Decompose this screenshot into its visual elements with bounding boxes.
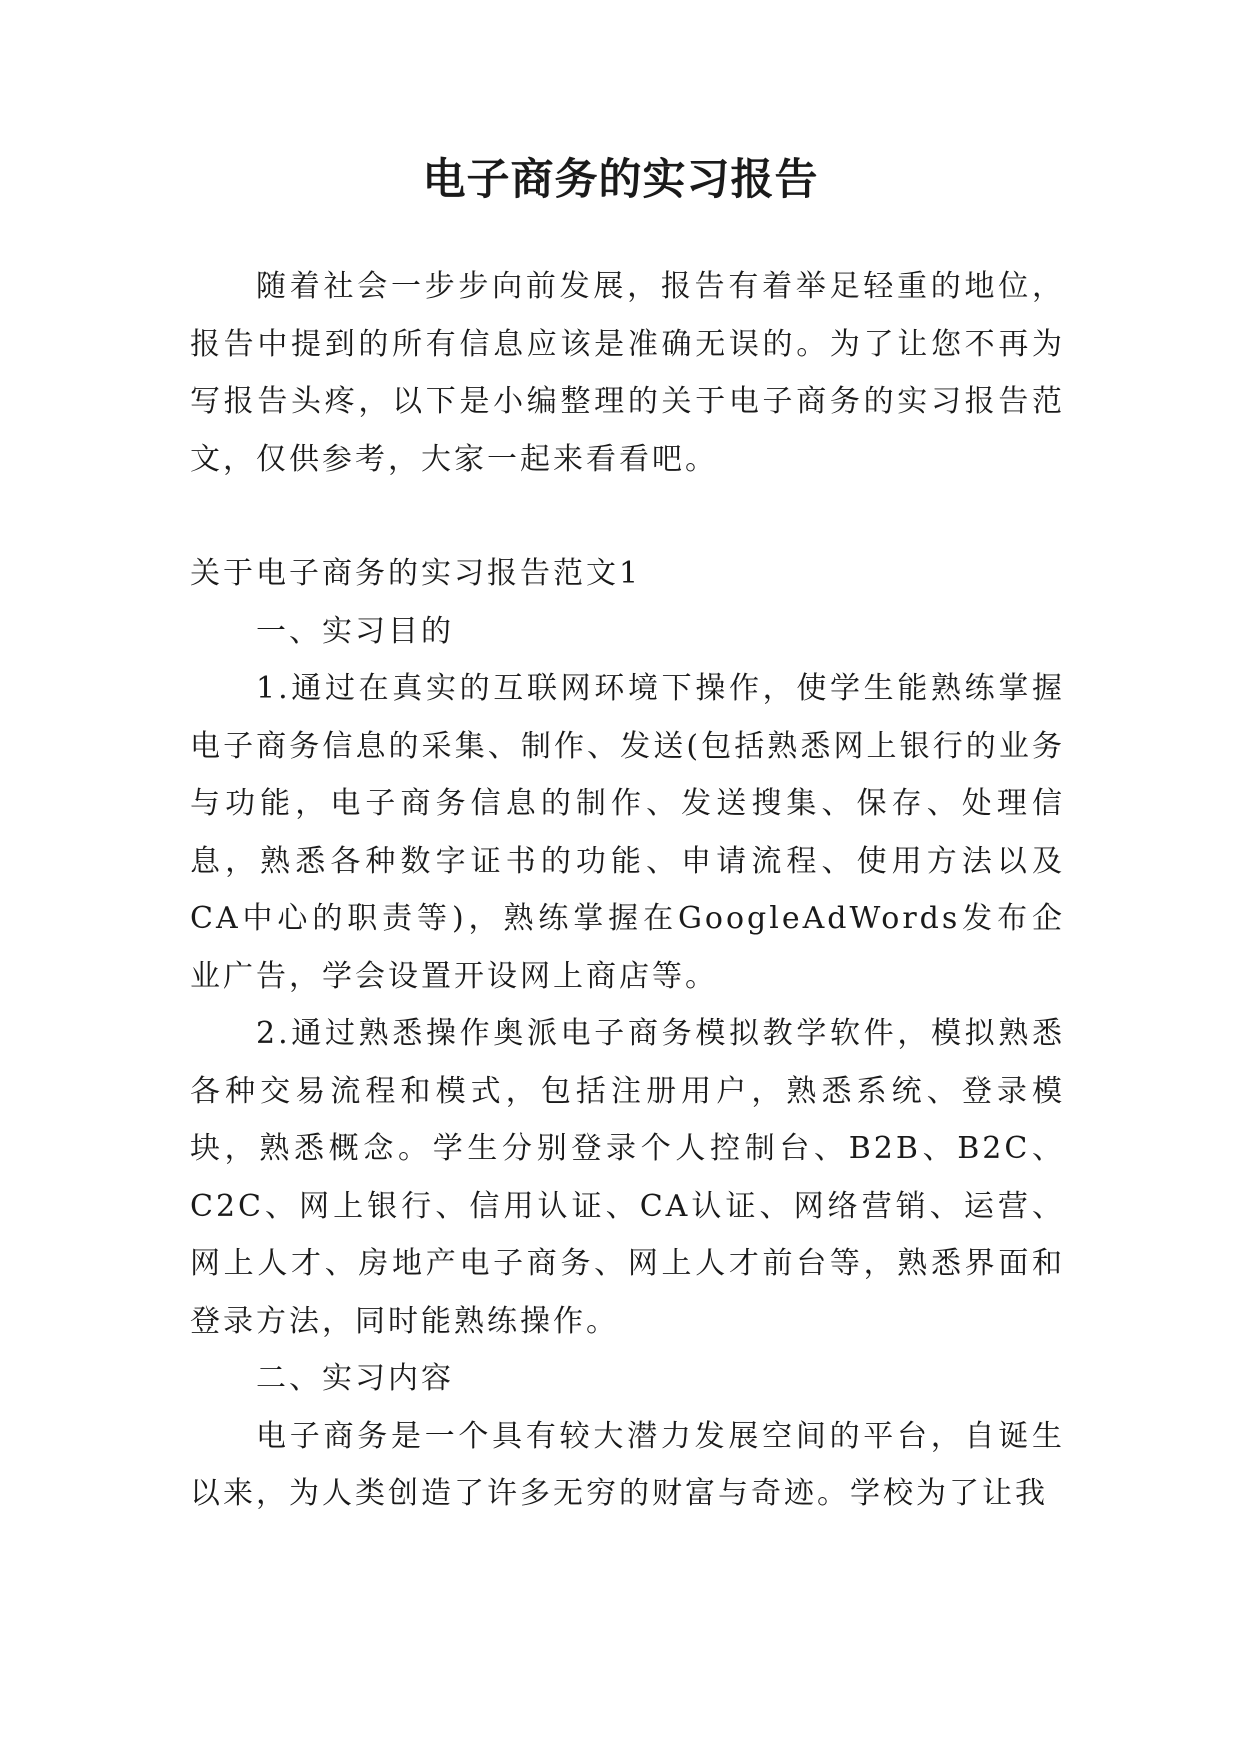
content-paragraph: 电子商务是一个具有较大潜力发展空间的平台，自诞生以来，为人类创造了许多无穷的财富与奇迹。学校为了让我	[190, 1418, 1065, 1511]
article-heading: 关于电子商务的实习报告范文1	[190, 556, 642, 591]
section-heading-purpose: 一、实习目的	[256, 613, 454, 649]
intro-paragraph: 随着社会一步步向前发展，报告有着举足轻重的地位，报告中提到的所有信息应该是准确无误的。为了让您不再为写报告头疼，以下是小编整理的关于电子商务的实习报告范文，仅供参考，大家一起来看看吧。	[190, 269, 1065, 477]
purpose-item-2: 2.通过熟悉操作奥派电子商务模拟教学软件，模拟熟悉各种交易流程和模式，包括注册用户，熟悉系统、登录模块，熟悉概念。学生分别登录个人控制台、B2B、B2C、C2C、网上银行、信用认证、CA认证、网络营销、运营、网上人才、房地产电子商务、网上人才前台等，熟悉界面和登录方法，同时能熟练操作。	[190, 1016, 1065, 1339]
document-body	[190, 258, 1065, 1523]
document-title: 电子商务的实习报告	[422, 155, 819, 205]
section-heading-content: 二、实习内容	[256, 1361, 454, 1396]
purpose-item-1: 1.通过在真实的互联网环境下操作，使学生能熟练掌握电子商务信息的采集、制作、发送(包括熟悉网上银行的业务与功能，电子商务信息的制作、发送搜集、保存、处理信息，熟悉各种数字证书的功能、申请流程、使用方法以及CA中心的职责等)，熟练掌握在GoogleAdWords发布企业广告，学会设置开设网上商店等。	[190, 671, 1065, 994]
paragraph-gap	[190, 488, 1065, 545]
